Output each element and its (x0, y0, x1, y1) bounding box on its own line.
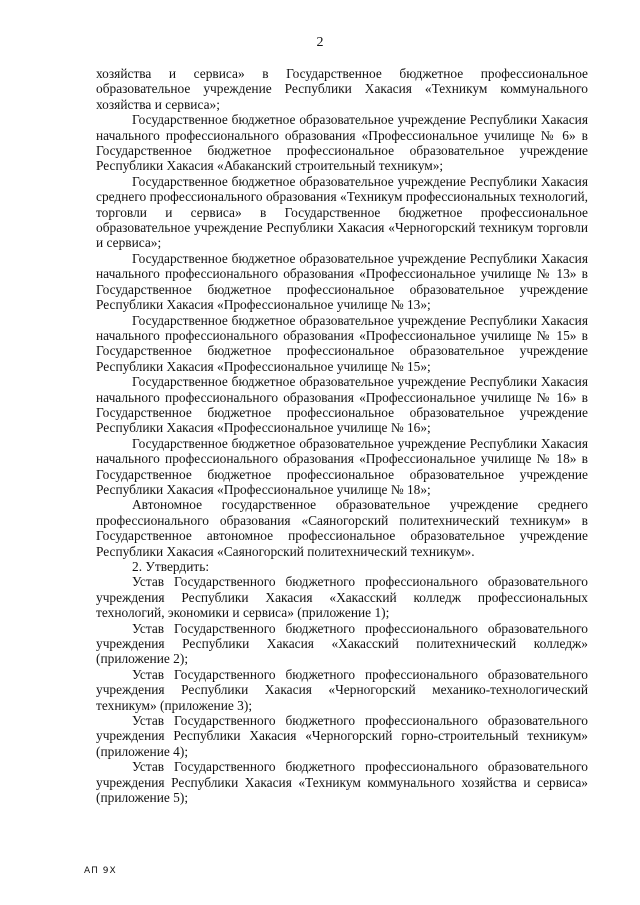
paragraph: Устав Государственного бюджетного профессионального образовательного учреждения Республики Хакасия «Черногорский механико-технологический техникум» (приложение 3); (96, 666, 588, 713)
page-number: 2 (316, 35, 324, 50)
paragraph: Устав Государственного бюджетного профессионального образовательного учреждения Республики Хакасия «Черногорский горно-строительный техникум» (приложение 4); (96, 713, 588, 759)
paragraph: Государственное бюджетное образовательное учреждение Республики Хакасия начального профессионального образования «Профессиональное училище № 18» в Государственное бюджетное профессиональное образовательное учреждение Республики Хакасия «Профессиональное училище № 18»; (96, 435, 588, 497)
section-heading: 2. Утвердить: (132, 559, 210, 574)
paragraph: Государственное бюджетное образовательное учреждение Республики Хакасия начального профессионального образования «Профессиональное училище № 15» в Государственное бюджетное профессиональное образовательное учреждение Республики Хакасия «Профессиональное училище № 15»; (96, 312, 588, 374)
paragraph: Государственное бюджетное образовательное учреждение Республики Хакасия начального профессионального образования «Профессиональное училище № 16» в Государственное бюджетное профессиональное образовательное учреждение Республики Хакасия «Профессиональное училище № 16»; (96, 374, 588, 436)
paragraph: Государственное бюджетное образовательное учреждение Республики Хакасия начального профессионального образования «Профессиональное училище № 13» в Государственное бюджетное профессиональное образовательное учреждение Республики Хакасия «Профессиональное училище № 13»; (96, 250, 588, 313)
paragraph: Государственное бюджетное образовательное учреждение Республики Хакасия начального профессионального образования «Профессиональное училище № 6» в Государственное бюджетное профессиональное образовательное учреждение Республики Хакасия «Абаканский строительный техникум»; (96, 112, 588, 174)
paragraph: Автономное государственное образовательное учреждение среднего профессионального образования «Саяногорский политехнический техникум» в Государственное автономное профессиональное образовательное учреждение Республики Хакасия «Саяногорский политехнический техникум». (96, 497, 588, 559)
paragraph: Устав Государственного бюджетного профессионального образовательного учреждения Республики Хакасия «Техникум коммунального хозяйства и сервиса» (приложение 5); (96, 759, 588, 806)
document-body (96, 66, 588, 806)
paragraph: хозяйства и сервиса» в Государственное бюджетное профессиональное образовательное учреждение Республики Хакасия «Техникум коммунального хозяйства и сервиса»; (96, 66, 588, 112)
footer-mark: АП 9Х (84, 866, 117, 876)
paragraph: Устав Государственного бюджетного профессионального образовательного учреждения Республики Хакасия «Хакасский политехнический колледж» (приложение 2); (96, 620, 588, 667)
paragraph: Государственное бюджетное образовательное учреждение Республики Хакасия среднего профессионального образования «Техникум профессиональных технологий, торговли и сервиса» в Государственное бюджетное профессиональное образовательное учреждение Республики Хакасия «Черногорский техникум торговли и сервиса»; (96, 173, 588, 251)
paragraph: Устав Государственного бюджетного профессионального образовательного учреждения Республики Хакасия «Хакасский колледж профессиональных технологий, экономики и сервиса» (приложение 1); (96, 574, 588, 621)
